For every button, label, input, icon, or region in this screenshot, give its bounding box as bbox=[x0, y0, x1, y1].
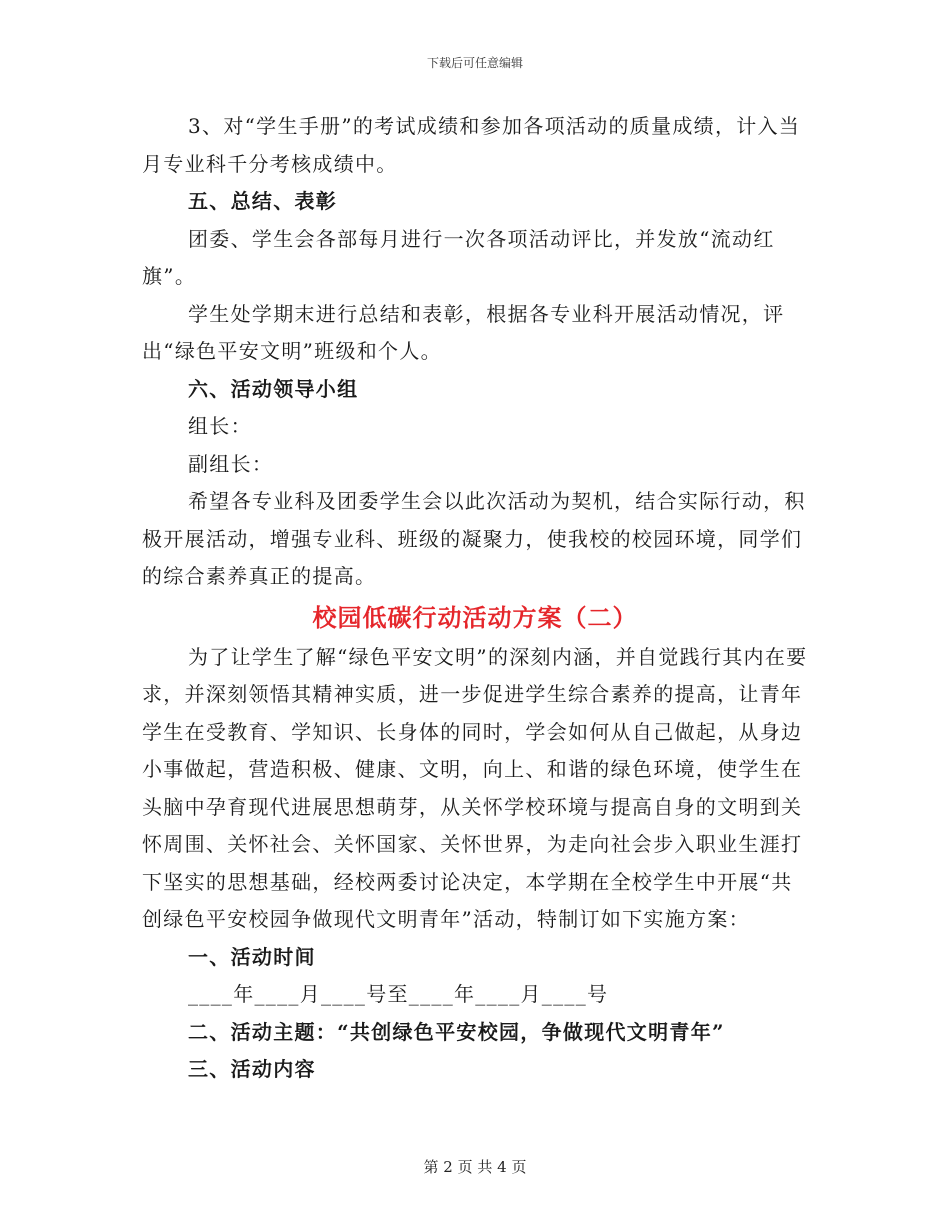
heading-leadership-group: 六、活动领导小组 bbox=[188, 376, 359, 401]
paragraph-term-summary: 学生处学期末进行总结和表彰，根据各专业科开展活动情况，评出“绿色平安文明”班级和个人。 bbox=[142, 301, 785, 363]
heading-activity-theme: 二、活动主题：“共创绿色平安校园，争做现代文明青年” bbox=[188, 1019, 725, 1044]
page-footer: 第 2 页 共 4 页 bbox=[423, 1158, 527, 1176]
item-3-paragraph: 3、对“学生手册”的考试成绩和参加各项活动的质量成绩，计入当月专业科千分考核成绩中。 bbox=[142, 114, 801, 176]
heading-activity-content: 三、活动内容 bbox=[188, 1057, 316, 1081]
section-two-title: 校园低碳行动活动方案（二） bbox=[312, 602, 638, 632]
page-header: 下载后可任意编辑 bbox=[426, 56, 523, 70]
heading-activity-time: 一、活动时间 bbox=[188, 944, 316, 969]
heading-summary-commendation: 五、总结、表彰 bbox=[188, 189, 338, 213]
document-body bbox=[142, 108, 808, 1089]
intro-paragraph: 为了让学生了解“绿色平安文明”的深刻内涵，并自觉践行其内在要求，并深刻领悟其精神实质，进一步促进学生综合素养的提高，让青年学生在受教育、学知识、长身体的同时，学会如何从自己做起，从身边小事做起，营造积极、健康、文明，向上、和谐的绿色环境，使学生在头脑中孕育现代进展思想萌芽，从关怀学校环境与提高自身的文明到关怀周围、关怀社会、关怀国家、关怀世界，为走向社会步入职业生涯打下坚实的思想基础，经校两委讨论决定，本学期在全校学生中开展“共创绿色平安校园争做现代文明青年”活动，特制订如下实施方案： bbox=[142, 644, 808, 931]
activity-time-blanks: ____年____月____号至____年____月____号 bbox=[188, 982, 609, 1006]
paragraph-red-flag: 团委、学生会各部每月进行一次各项活动评比，并发放“流动红旗”。 bbox=[142, 226, 775, 288]
vice-leader-line: 副组长： bbox=[188, 451, 274, 476]
closing-paragraph: 希望各专业科及团委学生会以此次活动为契机，结合实际行动，积极开展活动，增强专业科、班级的凝聚力，使我校的校园环境，同学们的综合素养真正的提高。 bbox=[142, 489, 806, 588]
group-leader-line: 组长： bbox=[188, 414, 252, 438]
